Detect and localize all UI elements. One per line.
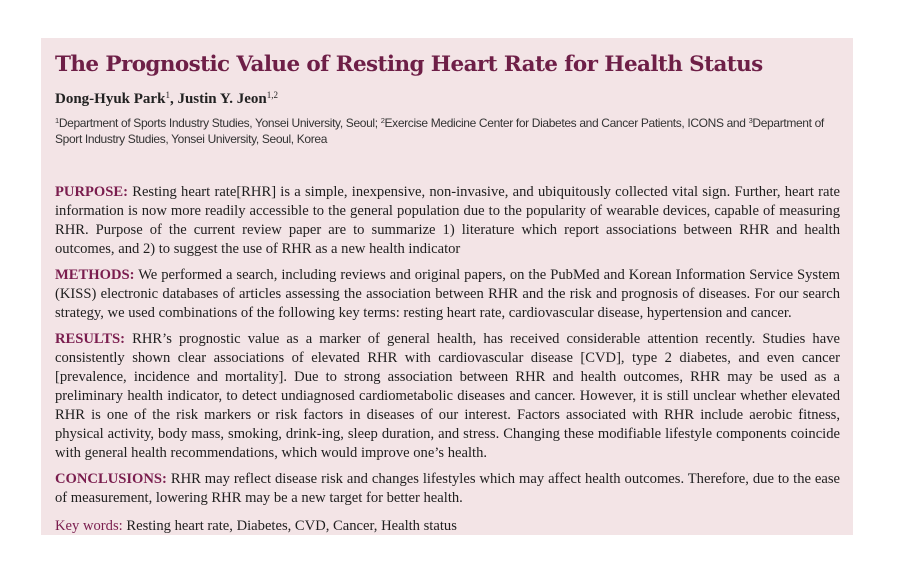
abstract-sections	[55, 183, 840, 536]
abstract-panel	[41, 38, 853, 535]
affiliation-marker: 2	[380, 116, 385, 125]
methods-text: We performed a search, including reviews and original papers, on the PubMed and Korean Information Service System (KISS) electronic databases of articles assessing the association between RHR and the risk and prognosis of diseases. For our search strategy, we used combinations of the following key terms: resting heart rate, cardiovascular disease, hypertension and cancer.	[55, 267, 840, 321]
conclusions-section	[55, 470, 840, 508]
keywords-label: Key words:	[55, 518, 123, 534]
affiliation-text	[55, 115, 840, 147]
author-affiliation-marker: 1,2	[266, 90, 279, 100]
results-text: RHR’s prognostic value as a marker of general health, has received considerable attention recently. Studies have consistently shown clear associations of elevated RHR with cardiovascular disease [CVD], type 2 diabetes, and even cancer [prevalence, incidence and mortality]. Due to strong association between RHR and health outcomes, RHR may be used as a preliminary health indicator, to detect undiagnosed cardiometabolic diseases and cancer. However, it is still unclear whether elevated RHR is one of the risk markers or risk factors in diseases of our interest. Factors associated with RHR include aerobic fitness, physical activity, body mass, smoking, drink-ing, sleep duration, and stress. Changing these modifiable lifestyle components coincide with general health recommendations, which would improve one’s health.	[55, 331, 840, 461]
conclusions-label: CONCLUSIONS:	[55, 471, 167, 487]
purpose-text: Resting heart rate[RHR] is a simple, inexpensive, non-invasive, and ubiquitously collected vital sign. Further, heart rate information is now more readily accessible to the general population due to the popularity of wearable devices, capable of measuring RHR. Purpose of the current review paper are to summarize 1) literature which report associations between RHR and health outcomes, and 2) to suggest the use of RHR as a new health indicator	[55, 184, 840, 257]
affiliation-marker: 1	[55, 116, 59, 125]
author-name: Justin Y. Jeon	[177, 91, 267, 107]
results-section	[55, 330, 840, 463]
methods-label: METHODS:	[55, 267, 135, 283]
keywords-line	[55, 517, 840, 536]
keywords-text: Resting heart rate, Diabetes, CVD, Cancer, Health status	[126, 518, 457, 534]
author-separator: ,	[169, 91, 178, 107]
conclusions-text: RHR may reflect disease risk and changes lifestyles which may affect health outcomes. Therefore, due to the ease of measurement, lowering RHR may be a new target for better health.	[55, 471, 841, 506]
paper-title: The Prognostic Value of Resting Heart Rate for Health Status	[55, 52, 763, 77]
methods-section	[55, 266, 840, 323]
author-affiliation-marker: 1	[165, 90, 170, 100]
purpose-section	[55, 183, 840, 259]
author-list	[55, 90, 840, 108]
affiliation-part: Department of Sports Industry Studies, Yonsei University, Seoul;	[58, 116, 381, 130]
results-label: RESULTS:	[55, 331, 126, 347]
purpose-label: PURPOSE:	[55, 184, 128, 200]
affiliation-part: Exercise Medicine Center for Diabetes and Cancer Patients, ICONS and	[384, 116, 749, 130]
author-name: Dong-Hyuk Park	[55, 91, 166, 107]
affiliation-part: Department of Sport Industry Studies, Yonsei University, Seoul, Korea	[55, 116, 824, 146]
affiliation-marker: 3	[748, 116, 753, 125]
